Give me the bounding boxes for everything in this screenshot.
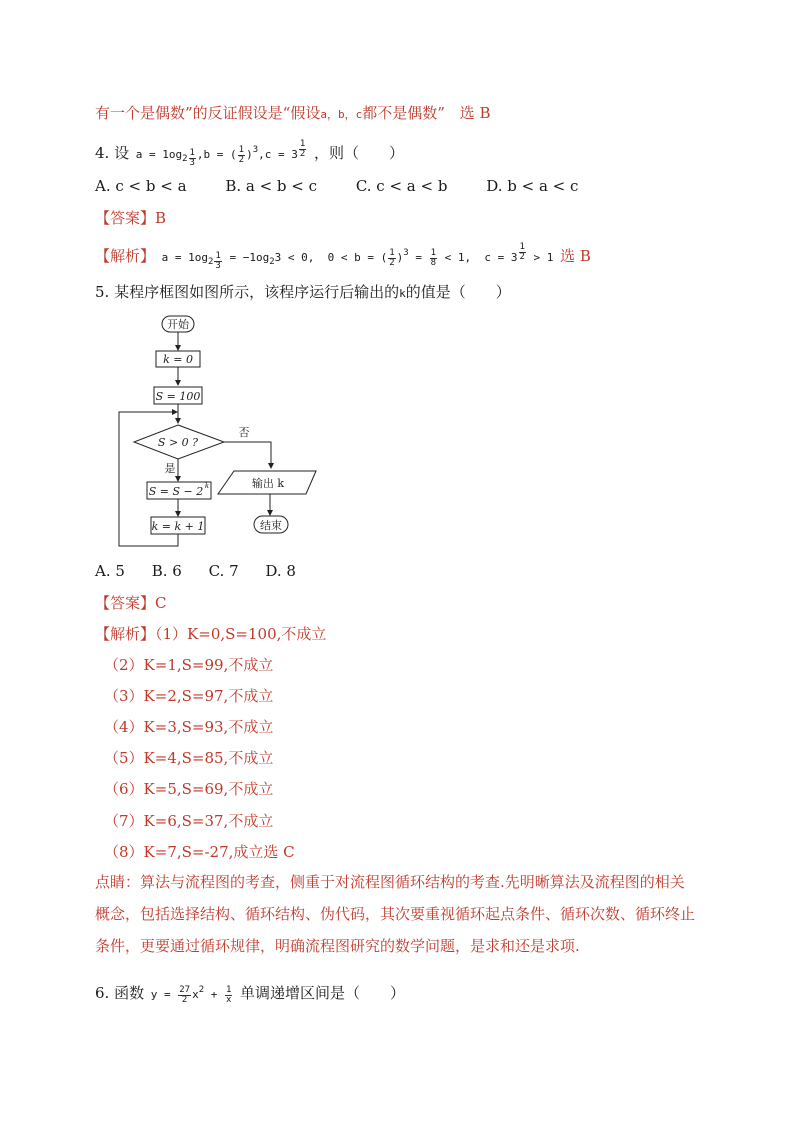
q4-a-frac: $\frac{1}{3}$: [189, 148, 195, 168]
flow-update-s-label: S = S − 2: [148, 485, 204, 498]
q4-analysis-b: 0 < b = (: [327, 251, 388, 264]
q5-step-8: （8）K=7,S=-27,成立选 C: [104, 843, 295, 861]
q5-options: [95, 562, 326, 580]
q4-analysis-b-close: ): [396, 251, 404, 264]
q4-analysis-label: 【解析】: [95, 247, 156, 265]
q5-step-4: （4）K=3,S=93,不成立: [104, 718, 274, 736]
q5-step-3: （3）K=2,S=97,不成立: [104, 687, 274, 705]
q5-answer-label: 【答案】: [95, 594, 156, 612]
q5-stem-var: k: [399, 287, 406, 300]
q4-analysis-a-rest-sub: 2: [269, 257, 275, 267]
q4-options: [95, 177, 608, 195]
q5-step-7: （7）K=6,S=37,不成立: [104, 812, 274, 830]
q5-stem: [95, 281, 511, 302]
q5-stem-tail: 的值是（ ）: [405, 283, 511, 301]
q4-analysis-c-exp: 1 2: [519, 242, 525, 262]
q4-prefix: 4. 设: [95, 144, 130, 162]
flow-start-label: 开始: [167, 318, 189, 331]
q4-b-close: ): [246, 148, 253, 161]
q4-suffix: ，则（ ）: [313, 144, 404, 162]
q4-analysis-c: c = 3: [484, 251, 518, 264]
q5-step-1: （1）K=0,S=100,不成立: [155, 625, 327, 643]
q5-option-b: B. 6: [151, 562, 182, 580]
q4-expr-a: a = 1og: [135, 148, 183, 161]
flow-no-label: 否: [238, 426, 250, 439]
q4-answer: [95, 207, 166, 228]
q4-analysis-c-tail: > 1: [526, 251, 554, 264]
q4-option-c: C. c < a < b: [355, 177, 448, 195]
q5-note: 点睛：算法与流程图的考查，侧重于对流程图循环结构的考查.先明晰算法及流程图的相关概念，包括选择结构、循环结构、伪代码，其次要重视循环起点条件、循环次数、循环终止条件，更要通过循环规律，明确流程图研究的数学问题，是求和还是求项.: [95, 873, 696, 955]
flow-update-k-label: k = k + 1: [151, 520, 205, 533]
flow-condition-label: S > 0 ?: [157, 436, 199, 449]
q4-b-exp: 3: [252, 145, 259, 155]
q4-expr-c: ,c = 3: [258, 148, 298, 161]
q5-analysis-label: 【解析】: [95, 625, 156, 643]
q6-stem: [95, 982, 405, 1005]
q5-option-d: D. 8: [265, 562, 296, 580]
q4-expr-b: ,b = (: [196, 148, 237, 161]
q4-analysis-b-frac: $\frac{1}{2}$: [389, 247, 395, 268]
q4-b-frac: $\frac{1}{2}$: [238, 144, 245, 165]
q4-a-sub: 2: [182, 154, 188, 164]
q6-x-exp: 2: [198, 985, 205, 995]
flow-end-label: 结束: [260, 519, 282, 532]
q5-answer: [95, 592, 167, 613]
q4-analysis-b-exp: 3: [403, 248, 409, 258]
q5-option-a: A. 5: [95, 562, 125, 580]
flow-init-s-label: S = 100: [155, 390, 201, 403]
q4-option-a: A. c < b < a: [95, 177, 187, 195]
q4-option-d: D. b < a < c: [486, 177, 579, 195]
q4-c-exp-frac: 1 2: [299, 139, 306, 159]
prev-vars: a，b，c: [320, 108, 363, 121]
q4-analysis-choice: 选 B: [560, 247, 591, 265]
prev-text-a: 有一个是偶数”的反证假设是“假设: [95, 104, 321, 122]
q4-analysis-a-frac: $\frac{1}{3}$: [215, 251, 221, 271]
previous-answer-line: [95, 102, 490, 123]
q6-expr-y: y =: [150, 988, 178, 1001]
q5-step-6: （6）K=5,S=69,不成立: [104, 780, 274, 798]
q4-stem: [95, 140, 404, 168]
flow-update-s-exp: k: [204, 482, 210, 490]
q4-analysis-a-tail: 3 < 0,: [274, 251, 315, 264]
q4-option-b: B. a < b < c: [225, 177, 318, 195]
q6-frac-2: $\frac{1}{x}$: [225, 984, 232, 1005]
flow-init-k-label: k = 0: [163, 353, 193, 366]
q4-analysis-a-rest: = −1og: [222, 251, 270, 264]
q4-analysis-a: a = 1og: [161, 251, 208, 264]
q4-analysis-b-eq: =: [408, 251, 429, 264]
q5-answer-value: C: [155, 594, 167, 612]
prev-choice: 选 B: [459, 104, 491, 122]
flow-output-label: 输出 k: [251, 477, 285, 490]
q4-analysis-a-sub: 2: [208, 257, 214, 267]
prev-text-b: 都不是偶数”: [362, 104, 445, 122]
q5-step-5: （5）K=4,S=85,不成立: [104, 749, 274, 767]
q6-x: x: [192, 988, 199, 1001]
q6-plus: +: [204, 988, 224, 1001]
flowchart: [110, 308, 330, 553]
q4-analysis-b-tail: < 1,: [438, 251, 472, 264]
q6-frac-1: $\frac{27}{2}$: [179, 984, 191, 1005]
q5-step-2: （2）K=1,S=99,不成立: [104, 656, 274, 674]
q4-answer-label: 【答案】: [95, 209, 156, 227]
q5-stem-text: 5. 某程序框图如图所示，该程序运行后输出的: [95, 283, 400, 301]
q6-prefix: 6. 函数: [95, 984, 145, 1002]
q4-analysis-b-frac2: $\frac{1}{8}$: [430, 247, 436, 268]
q5-option-c: C. 7: [208, 562, 239, 580]
flow-yes-label: 是: [164, 462, 176, 475]
q4-analysis: [95, 243, 591, 271]
q4-answer-value: B: [155, 209, 167, 227]
q6-suffix: 单调递增区间是（ ）: [240, 984, 406, 1002]
q5-analysis-step-1: [95, 623, 326, 644]
